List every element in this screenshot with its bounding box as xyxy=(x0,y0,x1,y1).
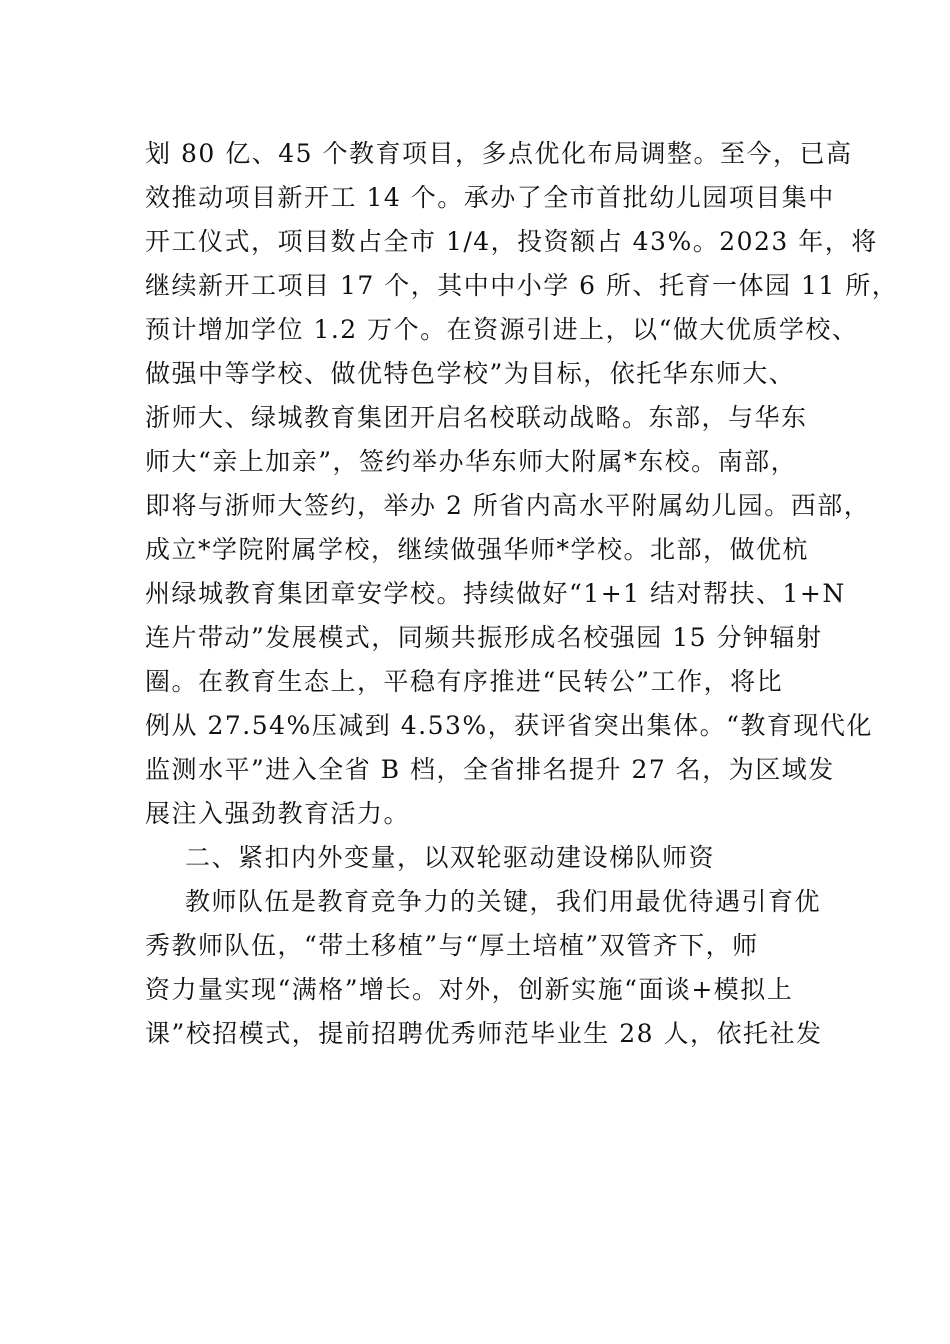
paragraph-line: 即将与浙师大签约，举办 2 所省内高水平附属幼儿园。西部， xyxy=(145,491,871,520)
paragraph-line: 监测水平”进入全省 B 档，全省排名提升 27 名，为区域发 xyxy=(145,755,835,784)
paragraph-line: 效推动项目新开工 14 个。承办了全市首批幼儿园项目集中 xyxy=(145,183,835,212)
paragraph-line: 做强中等学校、做优特色学校”为目标，依托华东师大、 xyxy=(145,359,796,388)
paragraph-line: 成立*学院附属学校，继续做强华师*学校。北部，做优杭 xyxy=(145,535,810,564)
paragraph-line: 州绿城教育集团章安学校。持续做好“1+1 结对帮扶、1+N xyxy=(145,579,846,608)
paragraph-line: 资力量实现“满格”增长。对外，创新实施“面谈+模拟上 xyxy=(145,975,794,1004)
paragraph-line: 展注入强劲教育活力。 xyxy=(145,799,411,828)
paragraph-line: 预计增加学位 1.2 万个。在资源引进上，以“做大优质学校、 xyxy=(145,315,859,344)
paragraph-line: 划 80 亿、45 个教育项目，多点优化布局调整。至今，已高 xyxy=(145,139,853,168)
paragraph-line: 圈。在教育生态上，平稳有序推进“民转公”工作，将比 xyxy=(145,667,784,696)
paragraph-line: 继续新开工项目 17 个，其中中小学 6 所、托育一体园 11 所， xyxy=(145,271,899,300)
paragraph-line: 课”校招模式，提前招聘优秀师范毕业生 28 人，依托社发 xyxy=(145,1019,823,1048)
section-heading: 二、紧扣内外变量，以双轮驱动建设梯队师资 xyxy=(185,843,716,872)
paragraph-line: 连片带动”发展模式，同频共振形成名校强园 15 分钟辐射 xyxy=(145,623,823,652)
paragraph-line: 开工仪式，项目数占全市 1/4，投资额占 43%。2023 年，将 xyxy=(145,227,878,256)
paragraph-line: 教师队伍是教育竞争力的关键，我们用最优待遇引育优 xyxy=(185,887,822,916)
paragraph-line: 秀教师队伍，“带土移植”与“厚土培植”双管齐下，师 xyxy=(145,931,759,960)
paragraph-line: 浙师大、绿城教育集团开启名校联动战略。东部，与华东 xyxy=(145,403,808,432)
paragraph-line: 师大“亲上加亲”，签约举办华东师大附属*东校。南部， xyxy=(145,447,798,476)
paragraph-line: 例从 27.54%压减到 4.53%，获评省突出集体。“教育现代化 xyxy=(145,711,873,740)
